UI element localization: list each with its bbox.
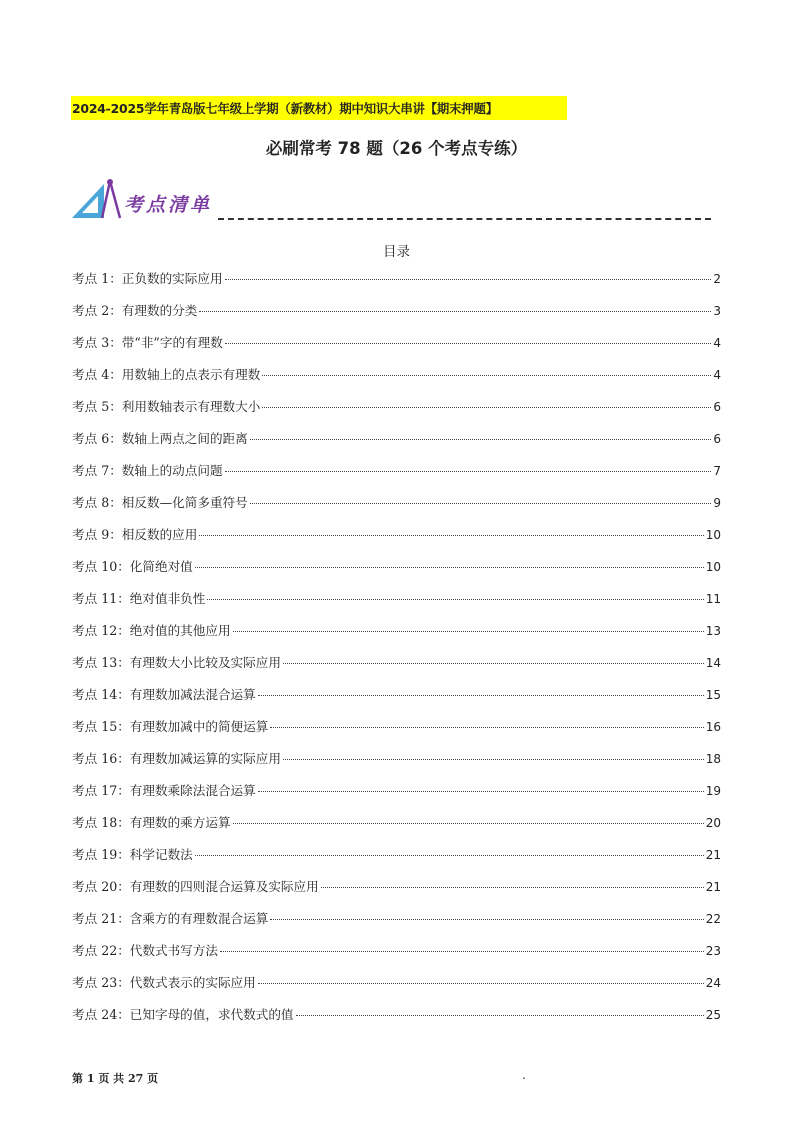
toc-item-page: 19 [705,784,721,798]
toc-leader [258,791,704,792]
toc-leader [225,471,712,472]
toc-item[interactable] [72,524,721,556]
toc-leader [195,567,704,568]
toc-item-page: 20 [705,816,721,830]
toc-item-page: 14 [705,656,721,670]
toc-item-page: 9 [713,496,721,510]
toc-leader [225,279,712,280]
toc-item-page: 13 [705,624,721,638]
toc-item-page: 22 [705,912,721,926]
toc-leader [233,631,704,632]
toc-item[interactable] [72,684,721,716]
toc-item[interactable] [72,940,721,972]
toc-item[interactable] [72,908,721,940]
footer-mark: . [522,1068,526,1082]
toc-item[interactable] [72,460,721,492]
toc-item-page: 18 [705,752,721,766]
toc-item-page: 15 [705,688,721,702]
toc-leader [270,919,703,920]
toc-leader [262,375,711,376]
document-title-banner [71,96,567,120]
toc-leader [258,983,704,984]
toc-item-page: 21 [705,880,721,894]
toc-item-page: 25 [705,1008,721,1022]
toc-item-label: 考点 16：有理数加减运算的实际应用 [72,751,281,766]
toc-item[interactable] [72,876,721,908]
toc-leader [296,1015,704,1016]
toc-item-label: 考点 5：利用数轴表示有理数大小 [72,399,261,414]
toc-item-page: 24 [705,976,721,990]
toc-item[interactable] [72,492,721,524]
toc-item[interactable] [72,588,721,620]
toc-item-label: 考点 19：科学记数法 [72,847,193,862]
toc-item-page: 6 [713,400,721,414]
logo-text: 考点清单 [124,194,213,216]
toc-item-page: 11 [705,592,721,606]
table-of-contents [72,268,721,1036]
toc-item-label: 考点 18：有理数的乘方运算 [72,815,231,830]
toc-item-page: 21 [705,848,721,862]
toc-item[interactable] [72,972,721,1004]
toc-item-label: 考点 12：绝对值的其他应用 [72,623,231,638]
toc-item-label: 考点 8：相反数—化简多重符号 [72,495,248,510]
toc-item[interactable] [72,780,721,812]
toc-item-page: 16 [705,720,721,734]
toc-item-label: 考点 11：绝对值非负性 [72,591,206,606]
toc-leader [199,311,711,312]
toc-leader [250,439,712,440]
toc-item[interactable] [72,300,721,332]
page-number-footer: 第 1 页 共 27 页 [72,1072,159,1085]
toc-item-page: 3 [713,304,721,318]
toc-item[interactable] [72,652,721,684]
toc-title: 目录 [383,244,410,260]
toc-item-label: 考点 4：用数轴上的点表示有理数 [72,367,261,382]
toc-leader [270,727,703,728]
toc-item[interactable] [72,364,721,396]
toc-item-label: 考点 15：有理数加减中的简便运算 [72,719,269,734]
toc-item[interactable] [72,620,721,652]
toc-item-label: 考点 2：有理数的分类 [72,303,198,318]
toc-item-page: 23 [705,944,721,958]
toc-leader [199,535,703,536]
toc-item-page: 7 [713,464,721,478]
toc-item-label: 考点 6：数轴上两点之间的距离 [72,431,248,446]
toc-leader [220,951,704,952]
document-title: 2024-2025学年青岛版七年级上学期（新教材）期中知识大串讲【期末押题】 [72,101,498,116]
toc-item-page: 10 [705,560,721,574]
toc-leader [225,343,712,344]
toc-item-label: 考点 13：有理数大小比较及实际应用 [72,655,281,670]
toc-item[interactable] [72,332,721,364]
toc-item-page: 6 [713,432,721,446]
toc-item[interactable] [72,1004,721,1036]
logo-divider [218,218,711,220]
toc-item-label: 考点 9：相反数的应用 [72,527,198,542]
toc-item[interactable] [72,812,721,844]
toc-item-page: 4 [713,336,721,350]
toc-item[interactable] [72,268,721,300]
toc-leader [258,695,704,696]
toc-item-label: 考点 17：有理数乘除法混合运算 [72,783,256,798]
toc-item-label: 考点 20：有理数的四则混合运算及实际应用 [72,879,319,894]
toc-item-label: 考点 10：化简绝对值 [72,559,193,574]
toc-item[interactable] [72,844,721,876]
toc-leader [283,759,704,760]
document-subtitle: 必刷常考 78 题（26 个考点专练） [265,139,528,158]
toc-leader [250,503,712,504]
toc-item-label: 考点 14：有理数加减法混合运算 [72,687,256,702]
toc-leader [195,855,704,856]
toc-leader [321,887,704,888]
toc-item-label: 考点 3：带“非”字的有理数 [72,335,223,350]
toc-leader [207,599,703,600]
toc-item-label: 考点 1：正负数的实际应用 [72,271,223,286]
toc-item[interactable] [72,428,721,460]
toc-item-label: 考点 23：代数式表示的实际应用 [72,975,256,990]
toc-item-page: 10 [705,528,721,542]
toc-item-label: 考点 7：数轴上的动点问题 [72,463,223,478]
toc-item-label: 考点 24：已知字母的值，求代数式的值 [72,1007,294,1022]
toc-item-page: 2 [713,272,721,286]
toc-item[interactable] [72,396,721,428]
toc-leader [283,663,704,664]
toc-item-page: 4 [713,368,721,382]
toc-leader [262,407,711,408]
toc-item-label: 考点 22：代数式书写方法 [72,943,218,958]
toc-item[interactable] [72,556,721,588]
toc-leader [233,823,704,824]
toc-item-label: 考点 21：含乘方的有理数混合运算 [72,911,269,926]
toc-item[interactable] [72,716,721,748]
toc-item[interactable] [72,748,721,780]
